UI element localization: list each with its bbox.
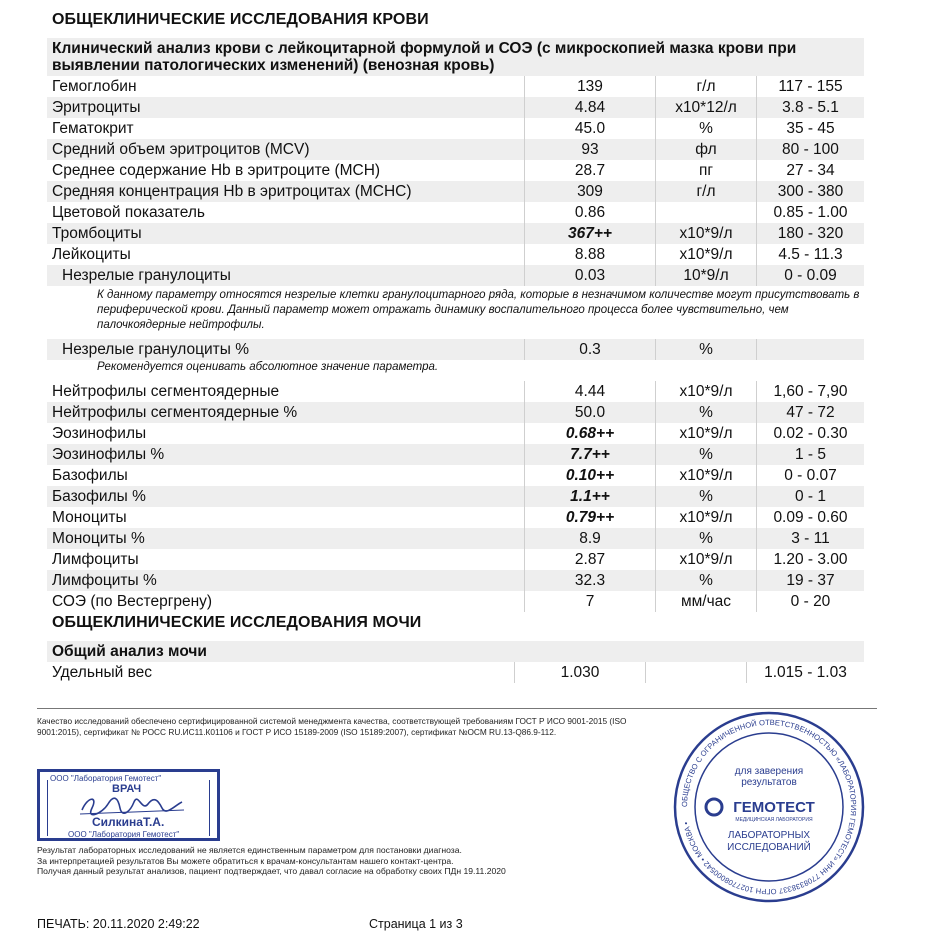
note-row xyxy=(47,286,864,339)
stamp-side-right xyxy=(209,780,218,836)
row-unit: % xyxy=(656,486,757,507)
row-name: Незрелые гранулоциты % xyxy=(47,339,525,360)
row-ref: 1.20 - 3.00 xyxy=(773,551,848,568)
row-name: Нейтрофилы сегментоядерные xyxy=(47,381,525,402)
blood-section-title: ОБЩЕКЛИНИЧЕСКИЕ ИССЛЕДОВАНИЯ КРОВИ xyxy=(52,11,429,28)
row-ref: 0.02 - 0.30 xyxy=(773,425,848,442)
table-row xyxy=(47,202,864,223)
row-ref: 35 - 45 xyxy=(786,120,835,137)
table-row xyxy=(47,160,864,181)
divider xyxy=(37,708,877,709)
row-name: Лимфоциты % xyxy=(47,570,525,591)
row-value: 32.3 xyxy=(525,570,656,591)
disclaimer-line: Получая данный результат анализов, пациент подтверждает, что давал согласие на обработку своих ПДн 19.11.2020 xyxy=(37,866,506,876)
row-name: Лейкоциты xyxy=(47,244,525,265)
row-name: Базофилы xyxy=(47,465,525,486)
table-row xyxy=(47,423,864,444)
urine-section-title: ОБЩЕКЛИНИЧЕСКИЕ ИССЛЕДОВАНИЯ МОЧИ xyxy=(52,614,422,631)
row-ref: 0 - 0.09 xyxy=(757,265,865,286)
gemotest-logo-icon xyxy=(706,799,722,815)
row-name: Моноциты xyxy=(47,507,525,528)
row-name: Удельный вес xyxy=(47,662,515,683)
row-unit xyxy=(646,662,747,683)
table-row xyxy=(47,265,864,286)
row-unit: % xyxy=(656,570,757,591)
row-name: Цветовой показатель xyxy=(47,202,525,223)
row-name: СОЭ (по Вестергрену) xyxy=(47,591,525,612)
table-row xyxy=(47,244,864,265)
row-value-flagged: 1.1++ xyxy=(525,486,656,507)
row-name: Лимфоциты xyxy=(47,549,525,570)
row-unit: x10*9/л xyxy=(656,507,757,528)
doctor-stamp-bottom: ООО "Лаборатория Гемотест" xyxy=(68,830,180,839)
doctor-stamp-top: ООО "Лаборатория Гемотест" xyxy=(50,774,162,783)
note-row xyxy=(47,360,864,381)
table-row xyxy=(47,76,864,97)
table-row xyxy=(47,97,864,118)
row-unit: x10*9/л xyxy=(656,549,757,570)
round-stamp xyxy=(672,710,866,904)
row-unit: % xyxy=(656,118,757,139)
round-stamp-ring-text: ОБЩЕСТВО С ОГРАНИЧЕННОЙ ОТВЕТСТВЕННОСТЬЮ «ЛАБОРАТОРИЯ ГЕМОТЕСТ» ИНН 7708338337 ОГРН 1027708000542 • МОСКВА • xyxy=(679,717,859,897)
row-ref: 300 - 380 xyxy=(757,181,865,202)
row-unit: x10*9/л xyxy=(656,423,757,444)
doctor-stamp xyxy=(37,769,220,841)
row-name: Моноциты % xyxy=(47,528,525,549)
row-value-flagged: 0.79++ xyxy=(525,507,656,528)
row-unit: x10*9/л xyxy=(656,465,757,486)
round-stamp-brand: ГЕМОТЕСТ xyxy=(733,799,815,816)
table-row xyxy=(47,570,864,591)
row-ref: 0 - 0.07 xyxy=(784,467,837,484)
urine-results-table xyxy=(47,662,864,683)
row-value: 0.03 xyxy=(525,265,656,286)
row-unit xyxy=(656,202,757,223)
stamp-side-left xyxy=(39,780,48,836)
row-value-flagged: 7.7++ xyxy=(525,444,656,465)
table-row xyxy=(47,591,864,612)
blood-panel-title: Клинический анализ крови с лейкоцитарной формулой и СОЭ (с микроскопией мазка крови при выявлении патологических изменений) (венозная кровь) xyxy=(47,38,864,76)
table-row xyxy=(47,549,864,570)
row-ref: 19 - 37 xyxy=(757,570,865,591)
row-value: 0.86 xyxy=(525,202,656,223)
row-name: Эозинофилы xyxy=(47,423,525,444)
round-stamp-line3: ЛАБОРАТОРНЫХ xyxy=(727,830,811,841)
row-value: 28.7 xyxy=(525,160,656,181)
urine-panel-title: Общий анализ мочи xyxy=(47,641,864,662)
row-name: Незрелые гранулоциты xyxy=(47,265,525,286)
doctor-stamp-title: ВРАЧ xyxy=(112,783,142,795)
row-name: Среднее содержание Hb в эритроците (MCH) xyxy=(47,160,525,181)
row-unit: % xyxy=(656,339,757,360)
row-ref xyxy=(757,339,865,360)
row-name: Эритроциты xyxy=(47,97,525,118)
table-row xyxy=(47,662,864,683)
table-row xyxy=(47,486,864,507)
row-ref: 0 - 1 xyxy=(757,486,865,507)
row-value: 4.44 xyxy=(525,381,656,402)
row-value-flagged: 0.68++ xyxy=(525,423,656,444)
table-row xyxy=(47,181,864,202)
doctor-stamp-name: СилкинаТ.А. xyxy=(92,815,165,829)
row-ref: 0.85 - 1.00 xyxy=(773,204,848,221)
table-row xyxy=(47,339,864,360)
table-row xyxy=(47,381,864,402)
page-number: Страница 1 из 3 xyxy=(369,917,463,931)
table-row xyxy=(47,528,864,549)
row-ref: 27 - 34 xyxy=(786,162,835,179)
disclaimer xyxy=(37,845,657,877)
blood-results-table xyxy=(47,76,864,612)
row-ref: 3 - 11 xyxy=(757,528,865,549)
row-name: Тромбоциты xyxy=(47,223,525,244)
row-unit: 10*9/л xyxy=(656,265,757,286)
quality-statement: Качество исследований обеспечено сертифицированной системой менеджмента качества, соответствующей требованиям ГОСТ Р ИСО 9001-2015 (ISO 9001:2015), сертификат № РОСС RU.ИС11.К01106 и ГОСТ Р ИСО 15189-2009 (ISO 15189:2007), сертификат №ОСМ RU.13-Q86.9-112. xyxy=(37,716,627,737)
row-name: Средняя концентрация Hb в эритроцитах (MCHC) xyxy=(47,181,525,202)
disclaimer-line: Результат лабораторных исследований не является единственным параметром для постановки диагноза. xyxy=(37,845,462,855)
row-ref: 47 - 72 xyxy=(757,402,865,423)
round-stamp-line4: ИССЛЕДОВАНИЙ xyxy=(727,842,811,853)
row-unit: x10*12/л xyxy=(656,97,757,118)
row-value: 0.3 xyxy=(525,339,656,360)
round-stamp-line2: результатов xyxy=(741,777,797,788)
table-row xyxy=(47,444,864,465)
row-name: Гематокрит xyxy=(47,118,525,139)
row-value-flagged: 0.10++ xyxy=(525,465,656,486)
print-timestamp: ПЕЧАТЬ: 20.11.2020 2:49:22 xyxy=(37,917,200,931)
table-row xyxy=(47,465,864,486)
row-ref: 1.015 - 1.03 xyxy=(764,664,847,681)
row-ref: 1 - 5 xyxy=(757,444,865,465)
row-unit: пг xyxy=(656,160,757,181)
row-ref: 180 - 320 xyxy=(757,223,865,244)
row-ref: 117 - 155 xyxy=(778,78,843,95)
table-row xyxy=(47,507,864,528)
row-ref: 0.09 - 0.60 xyxy=(773,509,848,526)
table-row xyxy=(47,139,864,160)
row-value: 93 xyxy=(525,139,656,160)
row-unit: г/л xyxy=(656,76,757,97)
percent-note: Рекомендуется оценивать абсолютное значение параметра. xyxy=(97,361,439,373)
row-value-flagged: 367++ xyxy=(525,223,656,244)
row-unit: x10*9/л xyxy=(656,223,757,244)
row-value: 1.030 xyxy=(515,662,646,683)
round-stamp-line1: для заверения xyxy=(734,766,804,777)
table-row xyxy=(47,118,864,139)
row-name: Гемоглобин xyxy=(47,76,525,97)
table-row xyxy=(47,402,864,423)
row-unit: % xyxy=(656,444,757,465)
row-unit: % xyxy=(656,528,757,549)
row-name: Эозинофилы % xyxy=(47,444,525,465)
row-ref: 1,60 - 7,90 xyxy=(773,383,848,400)
row-unit: фл xyxy=(656,139,757,160)
row-unit: x10*9/л xyxy=(656,381,757,402)
row-value: 4.84 xyxy=(525,97,656,118)
table-row xyxy=(47,223,864,244)
row-name: Нейтрофилы сегментоядерные % xyxy=(47,402,525,423)
row-value: 8.9 xyxy=(525,528,656,549)
disclaimer-line: За интерпретацией результатов Вы можете обратиться к врачам-консультантам нашего контакт-центра. xyxy=(37,855,454,866)
row-ref: 4.5 - 11.3 xyxy=(778,246,843,263)
row-value: 7 xyxy=(525,591,656,612)
row-value: 2.87 xyxy=(525,549,656,570)
row-value: 139 xyxy=(525,76,656,97)
row-unit: мм/час xyxy=(656,591,757,612)
row-unit: г/л xyxy=(656,181,757,202)
row-ref: 0 - 20 xyxy=(790,593,831,610)
round-stamp-brand-sub: МЕДИЦИНСКАЯ ЛАБОРАТОРИЯ xyxy=(735,817,813,823)
row-name: Средний объем эритроцитов (MCV) xyxy=(47,139,525,160)
immature-granulocytes-note: К данному параметру относятся незрелые клетки гранулоцитарного ряда, которые в незначимом количестве могут присутствовать в периферической крови. Данный параметр может отражать динамику воспалительного процесса более чувствительно, чем палочкоядерные нейтрофилы. xyxy=(97,289,860,331)
row-unit: % xyxy=(656,402,757,423)
row-value: 8.88 xyxy=(525,244,656,265)
row-value: 45.0 xyxy=(525,118,656,139)
row-name: Базофилы % xyxy=(47,486,525,507)
row-ref: 3.8 - 5.1 xyxy=(757,97,865,118)
row-unit: x10*9/л xyxy=(656,244,757,265)
row-value: 309 xyxy=(525,181,656,202)
row-value: 50.0 xyxy=(525,402,656,423)
row-ref: 80 - 100 xyxy=(757,139,865,160)
